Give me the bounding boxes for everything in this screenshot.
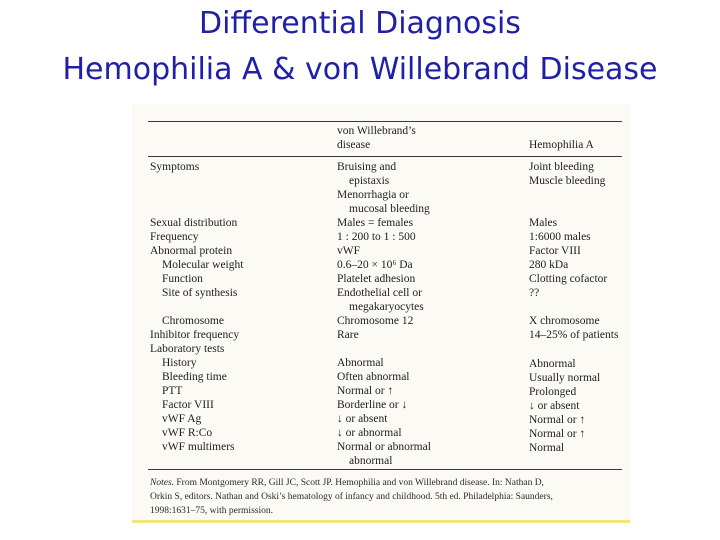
hemo-chromosome: X chromosome [529,315,600,327]
vwd-site-of-synthesis-1: Endothelial cell or [337,287,422,299]
hemo-bleeding-time: Usually normal [529,372,601,384]
vwd-symptoms-1: Bruising and [337,161,397,173]
vwd-frequency: 1 : 200 to 1 : 500 [337,231,416,243]
hemo-abnormal-protein: Factor VIII [529,245,581,257]
highlight-underline [132,520,630,523]
table-bottom-rule [148,469,622,470]
vwd-vwf-multimers-2: abnormal [349,455,393,467]
hemo-sexual-distribution: Males [529,217,558,229]
header-vwd-line1: von Willebrand’s [337,125,416,137]
notes-text-line1: From Montgomery RR, Gill JC, Scott JP. Hemophilia and von Willebrand disease. In: Nathan D, [176,478,544,488]
hemo-vwf-rco: Normal or ↑ [529,428,586,440]
row-label-inhibitor-frequency: Inhibitor frequency [150,329,240,341]
row-label-vwf-rco: vWF R:Co [162,427,213,439]
row-label-chromosome: Chromosome [162,315,224,327]
notes-label: Notes. [150,478,175,488]
vwd-sexual-distribution: Males = females [337,217,414,229]
vwd-symptoms-2: epistaxis [349,175,390,187]
hemo-site-of-synthesis: ?? [529,287,540,299]
row-label-abnormal-protein: Abnormal protein [150,245,233,257]
hemo-symptoms-1: Joint bleeding [529,161,594,173]
vwd-function: Platelet adhesion [337,273,416,285]
row-label-factor-viii: Factor VIII [162,399,214,411]
vwd-bleeding-time: Often abnormal [337,371,410,383]
vwd-molecular-weight: 0.6–20 × 10⁶ Da [337,259,413,271]
table-header-rule [148,156,622,157]
table-top-rule [148,121,622,122]
row-label-laboratory-tests: Laboratory tests [150,343,225,355]
vwd-history: Abnormal [337,357,384,369]
vwd-vwf-rco: ↓ or abnormal [337,427,402,439]
row-label-vwf-multimers: vWF multimers [162,441,235,453]
vwd-vwf-ag: ↓ or absent [337,413,388,425]
hemo-ptt: Prolonged [529,386,577,398]
row-label-function: Function [162,273,203,285]
hemo-vwf-multimers: Normal [529,442,565,454]
hemo-factor-viii: ↓ or absent [529,400,580,412]
vwd-symptoms-4: mucosal bleeding [349,203,430,215]
slide-title-line2: Hemophilia A & von Willebrand Disease [62,52,658,87]
slide-title-line1: Differential Diagnosis [199,6,521,41]
row-label-symptoms: Symptoms [150,161,200,173]
hemo-inhibitor-frequency: 14–25% of patients [529,329,619,341]
notes-line3: 1998:1631–75, with permission. [150,506,273,516]
header-vwd-line2: disease [337,139,371,151]
vwd-site-of-synthesis-2: megakaryocytes [349,301,424,313]
hemo-molecular-weight: 280 kDa [529,259,569,271]
row-label-sexual-distribution: Sexual distribution [150,217,238,229]
vwd-vwf-multimers-1: Normal or abnormal [337,441,431,453]
row-label-site-of-synthesis: Site of synthesis [162,287,238,299]
vwd-ptt: Normal or ↑ [337,385,394,397]
hemo-frequency: 1:6000 males [529,231,591,243]
row-label-molecular-weight: Molecular weight [162,259,244,271]
hemo-function: Clotting cofactor [529,273,608,285]
hemo-symptoms-2: Muscle bleeding [529,175,606,187]
row-label-vwf-ag: vWF Ag [162,413,202,425]
row-label-history: History [162,357,197,369]
vwd-factor-viii: Borderline or ↓ [337,399,408,411]
hemo-vwf-ag: Normal or ↑ [529,414,586,426]
notes-line1 [150,476,620,490]
vwd-chromosome: Chromosome 12 [337,315,414,327]
vwd-symptoms-3: Menorrhagia or [337,189,409,201]
notes-line2: Orkin S, editors. Nathan and Oski’s hematology of infancy and childhood. 5th ed. Philadelphia: Saunders, [150,492,553,502]
row-label-bleeding-time: Bleeding time [162,371,227,383]
table-notes [150,476,620,518]
row-label-frequency: Frequency [150,231,199,243]
vwd-abnormal-protein: vWF [337,245,360,257]
header-hemophilia: Hemophilia A [529,139,594,151]
hemo-history: Abnormal [529,358,576,370]
row-label-ptt: PTT [162,385,183,397]
vwd-inhibitor-frequency: Rare [337,329,359,341]
